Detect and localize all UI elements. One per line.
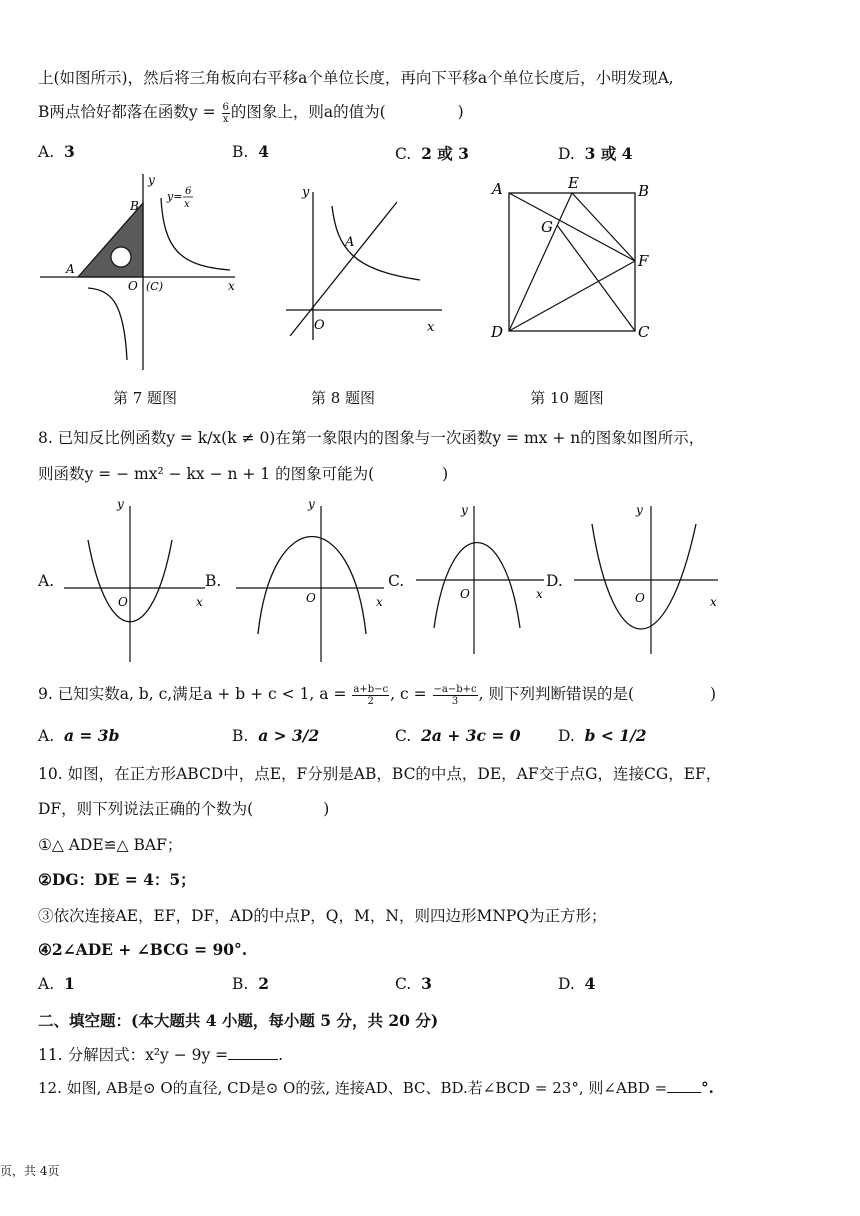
q8-graph-d[interactable] <box>570 494 725 666</box>
q9-option-d[interactable]: D. b < 1/2 <box>558 726 647 745</box>
svg-text:x: x <box>710 595 717 609</box>
fig7-func-label: y= <box>167 190 183 203</box>
fig7-curve-q1 <box>161 198 230 270</box>
q7-line2-pre: B两点恰好都落在函数y = <box>38 103 221 121</box>
q7-option-b[interactable]: B. 4 <box>232 142 269 161</box>
svg-text:O: O <box>460 587 470 601</box>
q12-line: 12. 如图, AB是⊙ O的直径, CD是⊙ O的弦, 连接AD、BC、BD.若∠BCD = 23°, 则∠ABD = °. <box>38 1079 714 1097</box>
svg-text:y: y <box>636 503 643 517</box>
q8-option-c-label[interactable]: C. <box>388 572 405 590</box>
q8-option-b-label[interactable]: B. <box>205 572 222 590</box>
q10-line1: 10. 如图，在正方形ABCD中，点E，F分别是AB，BC的中点，DE，AF交于点G，连接CG，EF， <box>38 765 722 783</box>
fig7-origin: O <box>128 279 138 293</box>
q10-option-a[interactable]: A. 1 <box>38 974 75 993</box>
svg-text:O: O <box>306 591 316 605</box>
fig10-de <box>509 193 572 331</box>
fig7-point-c: (C) <box>146 280 163 293</box>
svg-text:x: x <box>196 595 203 609</box>
q9-line1: 9. 已知实数a, b, c,满足a + b + c < 1, a = $\frac{a+b-c}{2}$ , c = $\frac{-a-b+c}{3}$ , 则下列判断错误的是( ) <box>38 683 717 707</box>
q11-line: 11. 分解因式：x²y − 9y = . <box>38 1046 284 1064</box>
fig7-point-b: B <box>130 199 139 213</box>
fig10-df <box>509 261 635 331</box>
svg-text:y: y <box>117 497 124 511</box>
fig10-cg <box>557 225 635 331</box>
q10-option-b[interactable]: B. 2 <box>232 974 269 993</box>
figure-7 <box>30 170 250 380</box>
fig10-square <box>509 193 635 331</box>
svg-text:y: y <box>308 497 315 511</box>
q11-answer-blank[interactable] <box>228 1047 278 1060</box>
q9-option-a[interactable]: A. a = 3b <box>38 726 120 745</box>
q10-option-d[interactable]: D. 4 <box>558 974 596 993</box>
q8-option-a-label[interactable]: A. <box>38 572 55 590</box>
figure-10 <box>488 172 663 342</box>
q7-option-c[interactable]: C. 2 或 3 <box>395 144 469 163</box>
q12-answer-blank[interactable] <box>667 1080 701 1093</box>
figure-8 <box>282 178 452 343</box>
fig10-ef <box>572 193 635 261</box>
q7-line1: 上(如图所示)，然后将三角板向右平移a个单位长度，再向下平移a个单位长度后，小明发现A, <box>38 69 674 87</box>
svg-text:x: x <box>376 595 383 609</box>
fig10-point-d: D <box>491 323 504 341</box>
page-footer: 页，共 4页 <box>0 1164 60 1178</box>
q9-option-c[interactable]: C. 2a + 3c = 0 <box>395 726 521 745</box>
q10-line2: DF，则下列说法正确的个数为( ) <box>38 800 330 818</box>
q8-option-d-label[interactable]: D. <box>546 572 563 590</box>
q7-line2-post: 的图象上，则a的值为( <box>230 103 386 121</box>
fig10-point-f: F <box>638 252 649 270</box>
fig8-origin: O <box>314 318 325 333</box>
fig7-point-a: A <box>66 262 75 276</box>
fig7-triangle <box>78 203 143 277</box>
fig10-point-b: B <box>638 182 650 200</box>
q10-item-3: ③依次连接AE，EF，DF，AD的中点P，Q，M，N，则四边形MNPQ为正方形； <box>38 907 607 925</box>
q7-option-d[interactable]: D. 3 或 4 <box>558 144 633 163</box>
q9-option-b[interactable]: B. a > 3/2 <box>232 726 320 745</box>
fig10-af <box>509 193 635 261</box>
fig8-y-label: y <box>302 185 310 200</box>
fig7-caption: 第 7 题图 <box>112 389 178 407</box>
q10-option-c[interactable]: C. 3 <box>395 974 432 993</box>
q7-option-a[interactable]: A. 3 <box>38 142 75 161</box>
fig8-x-label: x <box>427 320 435 335</box>
svg-text:x: x <box>536 587 543 601</box>
fig7-triangle-hole <box>111 247 131 267</box>
fig8-caption: 第 8 题图 <box>310 389 376 407</box>
svg-text:y: y <box>461 503 468 517</box>
q10-item-1: ①△ ADE≌△ BAF； <box>38 836 183 854</box>
q10-item-4: ④2∠ADE + ∠BCG = 90°. <box>38 940 248 959</box>
q8-graph-a[interactable] <box>60 494 210 666</box>
svg-text:O: O <box>118 595 128 609</box>
q8-graph-b[interactable] <box>232 494 392 666</box>
fig10-point-a: A <box>492 180 503 198</box>
fig7-func-den: x <box>184 199 190 210</box>
fig10-point-e: E <box>568 174 579 192</box>
fig7-func-num: 6 <box>185 186 192 197</box>
fig7-x-label: x <box>228 279 235 293</box>
q8-line2: 则函数y = − mx² − kx − n + 1 的图象可能为( ) <box>38 465 449 483</box>
fig10-point-g: G <box>541 218 553 236</box>
q7-fraction: $\frac{6}{x}$ <box>222 101 229 125</box>
q8-graph-c[interactable] <box>412 494 552 666</box>
fig8-point-a: A <box>345 235 355 250</box>
q10-item-2: ②DG：DE = 4：5； <box>38 870 196 889</box>
svg-text:O: O <box>635 591 645 605</box>
section2-title: 二、填空题：(本大题共 4 小题，每小题 5 分，共 20 分) <box>38 1011 439 1030</box>
fig8-line <box>290 202 397 336</box>
q7-line2-close: ) <box>457 103 464 121</box>
fig10-caption: 第 10 题图 <box>530 389 604 407</box>
q7-line2 <box>38 100 464 125</box>
q8-line1: 8. 已知反比例函数y = k/x(k ≠ 0)在第一象限内的图象与一次函数y = mx + n的图象如图所示， <box>38 429 705 447</box>
fig10-point-c: C <box>638 323 650 341</box>
fig7-curve-q3 <box>88 288 127 360</box>
fig7-y-label: y <box>148 173 155 187</box>
